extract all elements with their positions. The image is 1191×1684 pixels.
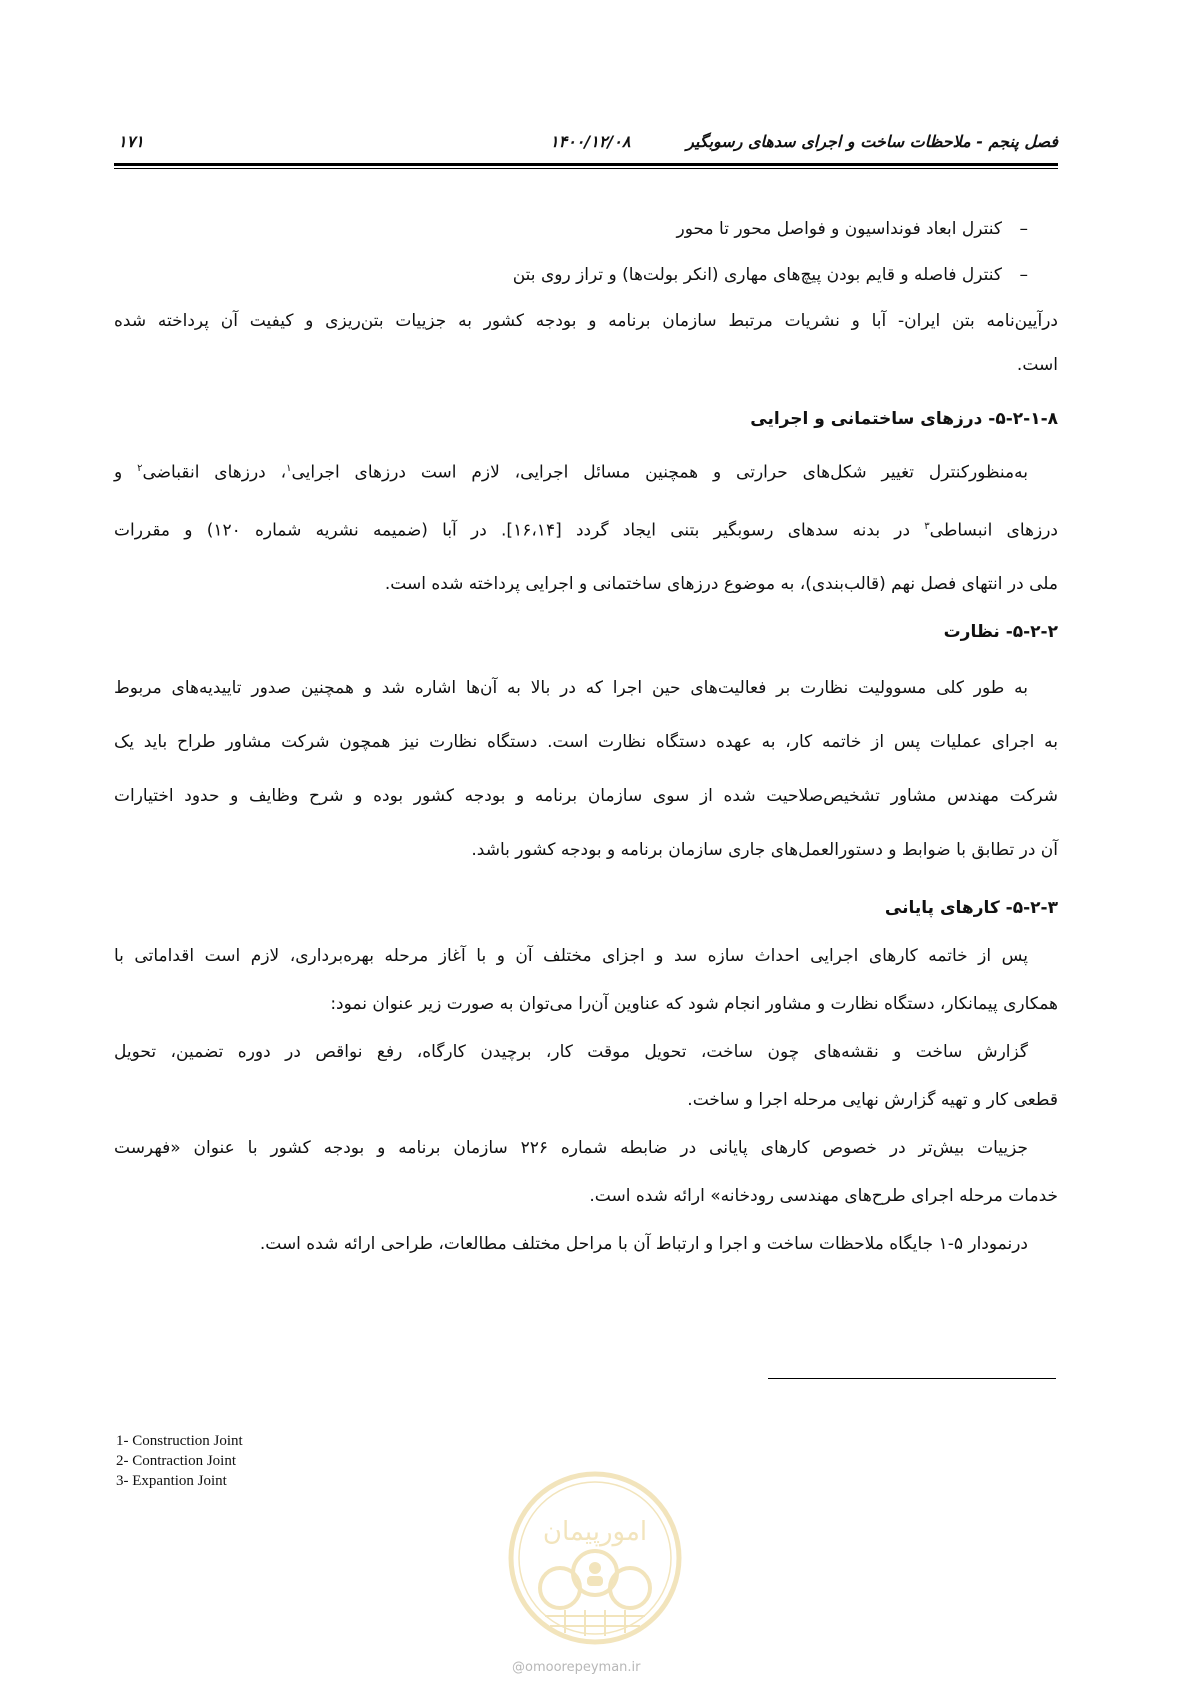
paragraph-line: آن در تطابق با ضوابط و دستورالعمل‌های جاری سازمان برنامه و بودجه کشور باشد. [471,840,1058,861]
footnote-ref: ۳ [924,520,930,532]
header-rule-thick [114,163,1058,166]
paragraph-line: درآیین‌نامه بتن ایران- آبا و نشریات مرتبط سازمان برنامه و بودجه کشور به جزییات بتن‌ریزی و کیفیت آن پرداخته شده [114,311,1058,331]
footnote-separator [768,1378,1056,1379]
footnote-item: 3- Expantion Joint [116,1473,227,1489]
watermark-url: @omoorepeyman.ir [512,1660,641,1675]
section-heading: ۵-۲-۱-۸- درزهای ساختمانی و اجرایی [750,409,1058,429]
paragraph-line: گزارش ساخت و نقشه‌های چون ساخت، تحویل موقت کار، برچیدن کارگاه، رفع نواقص در دوره تضمین، تحویل [114,1042,1028,1063]
paragraph-line: درزهای انبساطی$^۳$ در بدنه سدهای رسوبگیر بتنی ایجاد گردد [۱۶،۱۴]. در آبا (ضمیمه نشریه شماره ۱۲۰) و مقررات [114,520,1058,541]
dash-bullet: – [1019,219,1028,239]
watermark-logo [505,1468,685,1648]
page-number: ۱۷۱ [118,132,144,151]
paragraph-line: به اجرای عملیات پس از خاتمه کار، به عهده دستگاه نظارت است. دستگاه نظارت نیز همچون شرکت مشاور طراح باید یک [114,732,1058,753]
footnotes [116,1431,243,1491]
paragraph-line: ملی در انتهای فصل نهم (قالب‌بندی)، به موضوع درزهای ساختمانی و اجرایی پرداخته شده است. [384,574,1058,595]
main-text [114,214,1058,1259]
section-heading: ۵-۲-۲- نظارت [943,622,1058,643]
paragraph-line: پس از خاتمه کارهای اجرایی احداث سازه سد و اجزای مختلف آن و با آغاز مرحله بهره‌برداری، لازم است اقداماتی با [114,946,1028,967]
footnote-ref: ۱ [286,463,292,474]
paragraph-line: درنمودار ۵-۱ جایگاه ملاحظات ساخت و اجرا و ارتباط آن با مراحل مختلف مطالعات، طراحی ارائه شده است. [259,1234,1028,1255]
bullet-item: –کنترل ابعاد فونداسیون و فواصل محور تا محور [114,214,1058,244]
footnote-item: 2- Contraction Joint [116,1453,236,1469]
logo-lettering: امورپیمان [542,1517,648,1547]
paragraph-line: قطعی کار و تهیه گزارش نهایی مرحله اجرا و ساخت. [687,1090,1058,1111]
paragraph-line: همکاری پیمانکار، دستگاه نظارت و مشاور انجام شود که عناوین آن‌را می‌توان به صورت زیر عنوان نمود: [330,994,1058,1015]
bullet-item: –کنترل فاصله و قایم بودن پیچ‌های مهاری (انکر بولت‌ها) و تراز روی بتن [114,260,1058,290]
paragraph-line: به طور کلی مسوولیت نظارت بر فعالیت‌های حین اجرا که در بالا به آن‌ها اشاره شد و همچنین صدور تاییدیه‌های مربوط [114,678,1028,699]
header-date: ۱۴۰۰/۱۲/۰۸ [550,132,631,151]
section-heading: ۵-۲-۳- کارهای پایانی [884,898,1058,919]
running-header [114,128,1058,158]
chapter-title: فصل پنجم - ملاحظات ساخت و اجرای سدهای رسوبگیر [686,132,1058,151]
footnote-ref: ۲ [137,463,143,474]
paragraph-line: است. [1016,355,1058,375]
paragraph-line: جزییات بیش‌تر در خصوص کارهای پایانی در ضابطه شماره ۲۲۶ سازمان برنامه و بودجه کشور با عنوان «فهرست [114,1138,1028,1159]
footnote-item: 1- Construction Joint [116,1433,243,1449]
header-rule-thin [114,168,1058,169]
paragraph-line: خدمات مرحله اجرای طرح‌های مهندسی رودخانه» ارائه شده است. [589,1186,1058,1207]
paragraph-line: به‌منظورکنترل تغییر شکل‌های حرارتی و همچنین مسائل اجرایی، لازم است درزهای اجرایی$^۱$، درزهای انقباضی$^۲$ و [114,462,1028,483]
paragraph-line: شرکت مهندس مشاور تشخیص‌صلاحیت شده از سوی سازمان برنامه و بودجه کشور بوده و شرح وظایف و حدود اختیارات [114,786,1058,807]
dash-bullet: – [1019,265,1028,285]
